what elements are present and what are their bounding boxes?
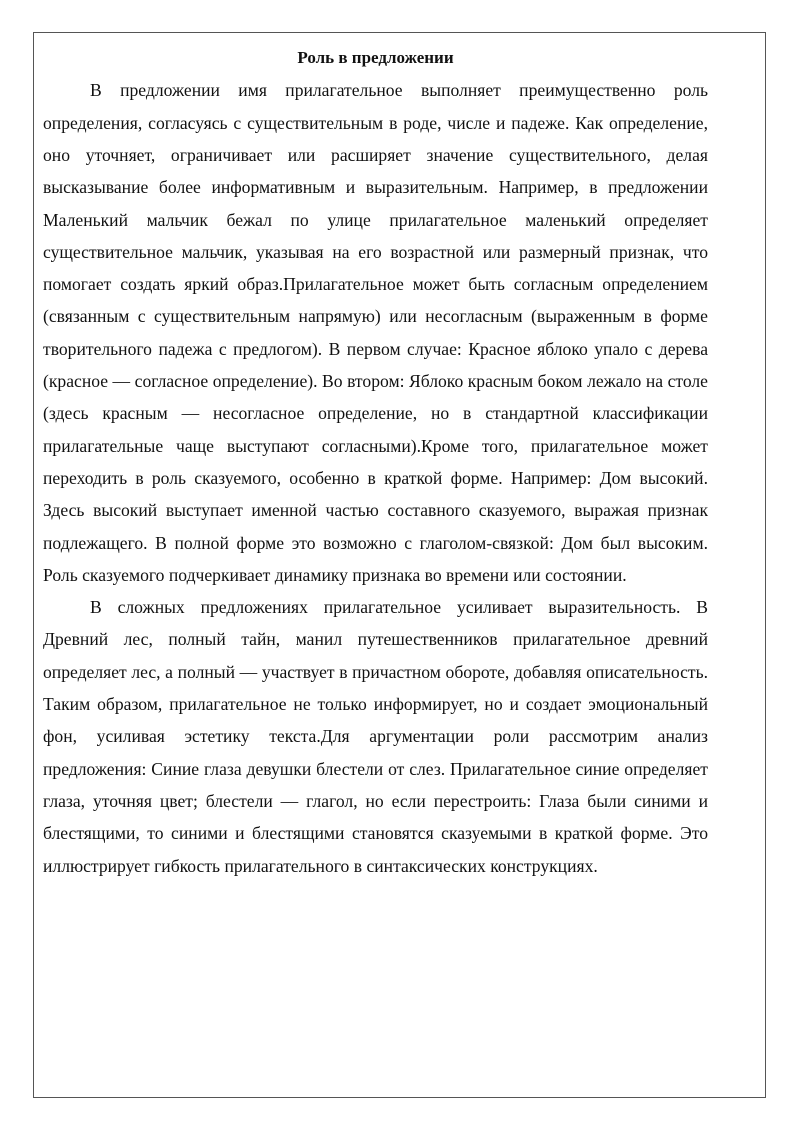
- paragraph-2: В сложных предложениях прилагательное усиливает выразительность. В Древний лес, полный тайн, манил путешественников прилагательное древний определяет лес, а полный — участвует в причастном обороте, добавляя описательность. Таким образом, прилагательное не только информирует, но и создает эмоциональный фон, усиливая эстетику текста.Для аргументации роли рассмотрим анализ предложения: Синие глаза девушки блестели от слез. Прилагательное синие определяет глаза, уточняя цвет; блестели — глагол, но если перестроить: Глаза были синими и блестящими, то синими и блестящими становятся сказуемыми в краткой форме. Это иллюстрирует гибкость прилагательного в синтаксических конструкциях.: [43, 597, 708, 876]
- document-body: [43, 42, 708, 882]
- section-heading: Роль в предложении: [297, 48, 454, 67]
- paragraph-1: В предложении имя прилагательное выполняет преимущественно роль определения, согласуясь с существительным в роде, числе и падеже. Как определение, оно уточняет, ограничивает или расширяет значение существительного, делая высказывание более информативным и выразительным. Например, в предложении Маленький мальчик бежал по улице прилагательное маленький определяет существительное мальчик, указывая на его возрастной или размерный признак, что помогает создать яркий образ.Прилагательное может быть согласным определением (связанным с существительным напрямую) или несогласным (выраженным в форме творительного падежа с предлогом). В первом случае: Красное яблоко упало с дерева (красное — согласное определение). Во втором: Яблоко красным боком лежало на столе (здесь красным — несогласное определение, но в стандартной классификации прилагательные чаще выступают согласными).Кроме того, прилагательное может переходить в роль сказуемого, особенно в краткой форме. Например: Дом высокий. Здесь высокий выступает именной частью составного сказуемого, выражая признак подлежащего. В полной форме это возможно с глаголом-связкой: Дом был высоким. Роль сказуемого подчеркивает динамику признака во времени или состоянии.: [43, 80, 708, 585]
